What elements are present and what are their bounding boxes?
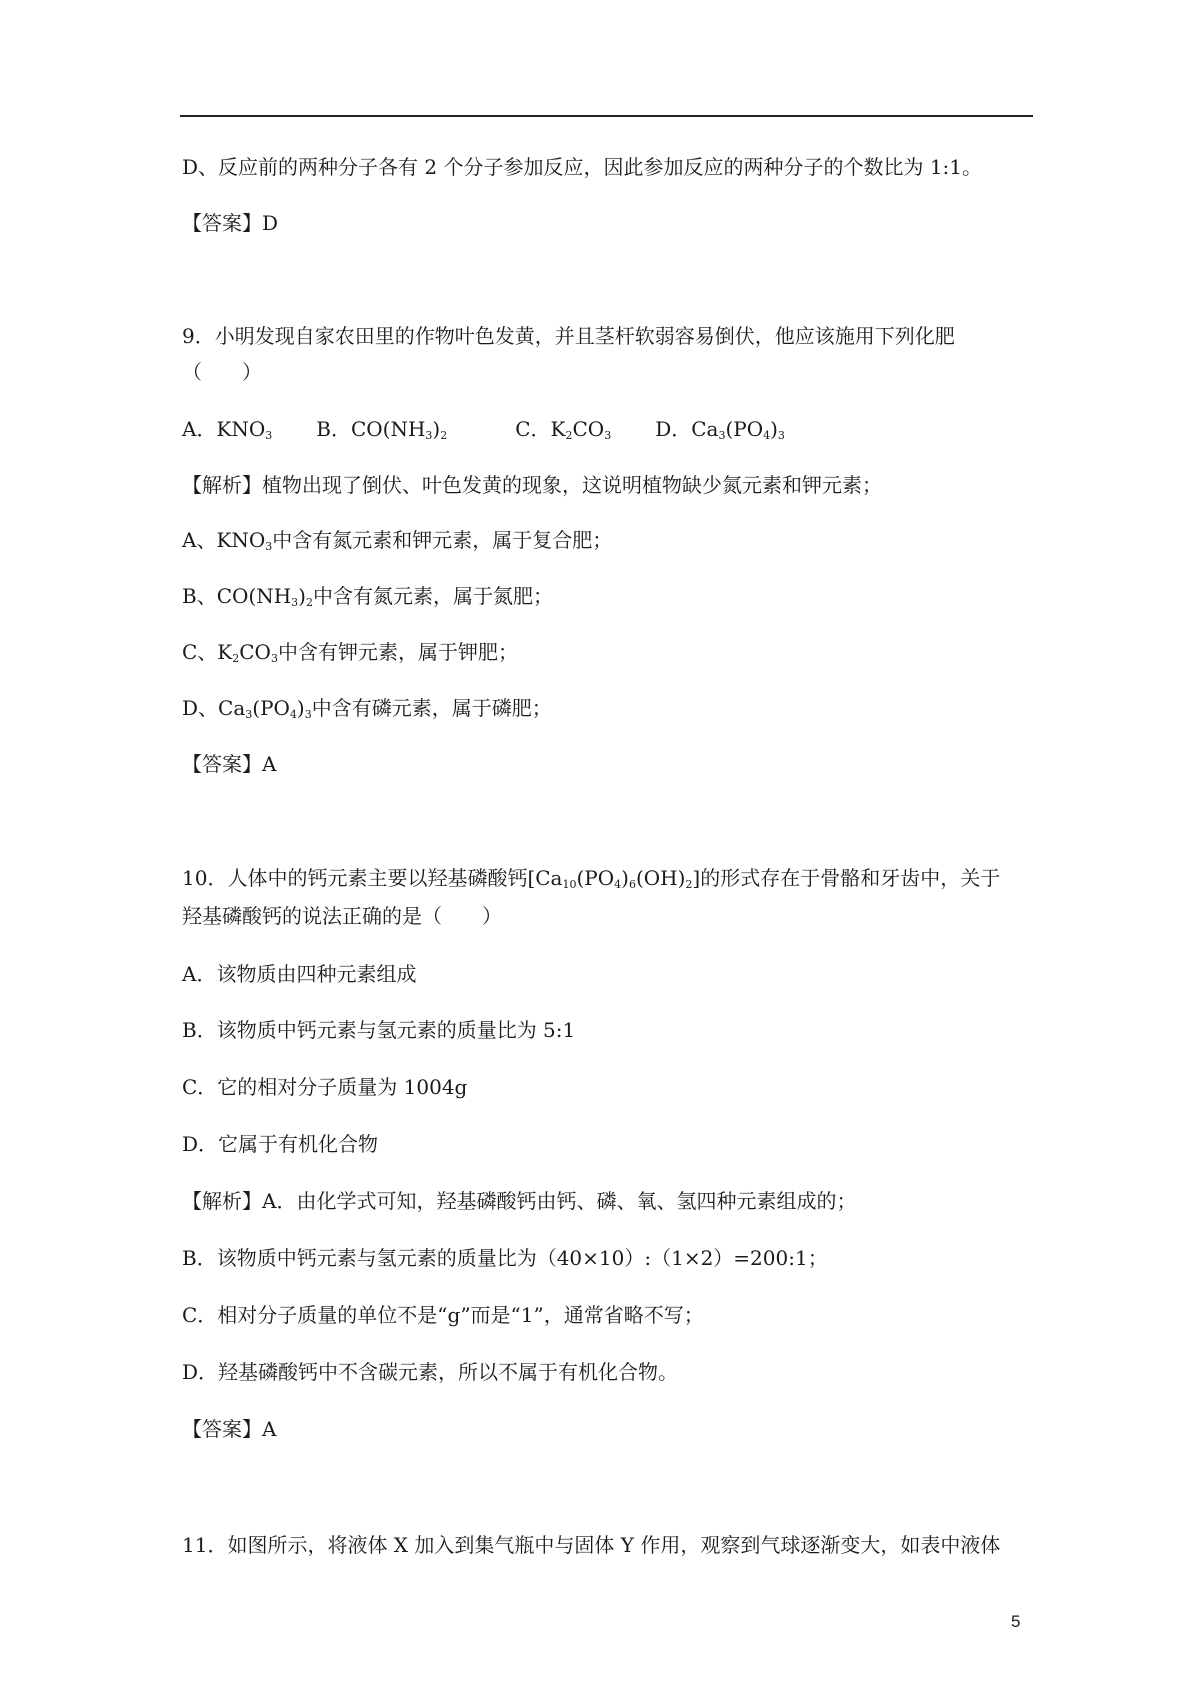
q9-option-a: A．$KNO_3$ (182, 417, 273, 442)
q9-analysis-b: B、$CO(NH_3)_2$中含有氮元素，属于氮肥； (182, 584, 553, 609)
q9-stem-line1: 9．小明发现自家农田里的作物叶色发黄，并且茎杆软弱容易倒伏，他应该施用下列化肥 (182, 324, 955, 348)
q10-option-a: A．该物质由四种元素组成 (182, 962, 417, 986)
q8-option-d-explanation: D、反应前的两种分子各有 2 个分子参加反应，因此参加反应的两种分子的个数比为 1:1。 (182, 155, 983, 179)
q9-stem-line2: （ ） (182, 360, 262, 384)
q9-options (182, 415, 785, 450)
q10-analysis-a: 【解析】A．由化学式可知，羟基磷酸钙由钙、磷、氧、氢四种元素组成的； (182, 1189, 857, 1213)
q10-analysis-c: C．相对分子质量的单位不是“g”而是“1”，通常省略不写； (182, 1303, 704, 1327)
q10-analysis-d: D．羟基磷酸钙中不含碳元素，所以不属于有机化合物。 (182, 1360, 679, 1384)
q9-option-c: C．$K_2CO_3$ (515, 417, 612, 442)
q10-analysis-b: B．该物质中钙元素与氢元素的质量比为（40×10）:（1×2）=200:1； (182, 1246, 828, 1270)
page-number: 5 (1011, 1612, 1021, 1631)
q9-analysis: 【解析】植物出现了倒伏、叶色发黄的现象，这说明植物缺少氮元素和钾元素； (182, 473, 882, 497)
q9-analysis-a: A、$KNO_3$中含有氮元素和钾元素，属于复合肥； (182, 528, 613, 553)
q10-answer: 【答案】A (182, 1417, 277, 1441)
header-rule (180, 115, 1033, 117)
q10-option-b: B．该物质中钙元素与氢元素的质量比为 5:1 (182, 1018, 576, 1042)
q10-option-c: C．它的相对分子质量为 1004g (182, 1075, 468, 1099)
q8-answer: 【答案】D (182, 211, 279, 235)
q11-stem-line1: 11．如图所示，将液体 X 加入到集气瓶中与固体 Y 作用，观察到气球逐渐变大，如表中液体 (182, 1533, 1001, 1557)
q10-stem-line1: 10．人体中的钙元素主要以羟基磷酸钙$[Ca_{10}(PO_4)_6(OH)_2]$的形式存在于骨骼和牙齿中，关于 (182, 866, 1001, 891)
q10-stem-line2: 羟基磷酸钙的说法正确的是（ ） (182, 904, 502, 928)
q9-answer: 【答案】A (182, 752, 277, 776)
q9-analysis-c: C、$K_2CO_3$中含有钾元素，属于钾肥； (182, 640, 518, 665)
q9-analysis-d: D、$Ca_3(PO_4)_3$中含有磷元素，属于磷肥； (182, 696, 552, 721)
q10-option-d: D．它属于有机化合物 (182, 1132, 379, 1156)
q9-option-b: B．$CO(NH_3)_2$ (316, 417, 448, 442)
q9-option-d: D．$Ca_3(PO_4)_3$ (655, 417, 785, 442)
